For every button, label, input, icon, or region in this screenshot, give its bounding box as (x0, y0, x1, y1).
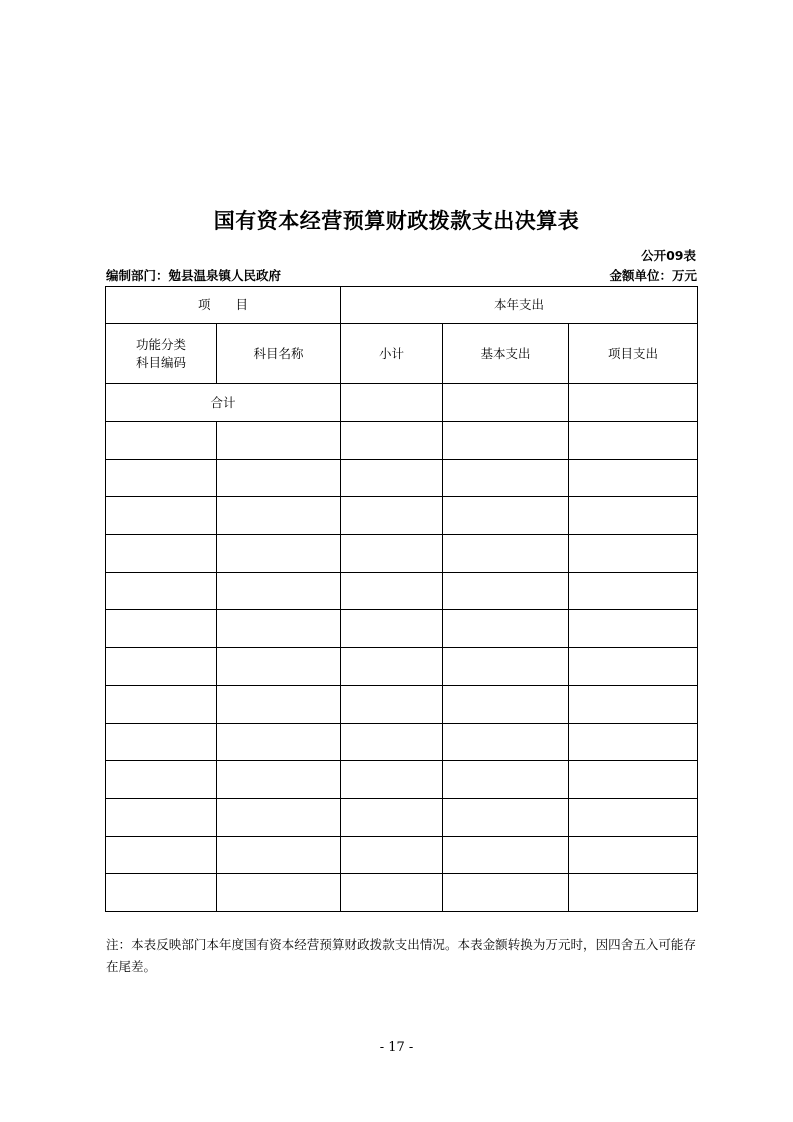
table-cell-basic (443, 761, 569, 799)
table-row (106, 610, 698, 648)
meta-row (106, 266, 697, 284)
table-cell-subtotal (341, 723, 443, 761)
header-subtotal-cell: 小计 (341, 324, 443, 384)
unit-label: 金额单位：万元 (609, 268, 697, 283)
department-label: 编制部门：勉县温泉镇人民政府 (106, 268, 282, 283)
header-subject-name-cell: 科目名称 (217, 324, 341, 384)
table-cell-subtotal (341, 422, 443, 460)
table-cell-basic (443, 798, 569, 836)
table-row (106, 836, 698, 874)
table-cell-project (569, 648, 698, 686)
table-row (106, 648, 698, 686)
table-cell-code (106, 761, 217, 799)
table-cell-subtotal (341, 685, 443, 723)
table-cell-project (569, 535, 698, 573)
table-row (106, 685, 698, 723)
header-function-code-cell (106, 324, 217, 384)
table-cell-project (569, 798, 698, 836)
table-cell-basic (443, 422, 569, 460)
table-cell-subtotal (341, 610, 443, 648)
header-item-cell: 项 目 (106, 287, 341, 324)
total-basic-cell (443, 384, 569, 422)
table-row (106, 459, 698, 497)
form-code: 公开09表 (641, 248, 696, 263)
header-year-expense-cell: 本年支出 (341, 287, 698, 324)
table-cell-name (217, 836, 341, 874)
table-cell-name (217, 798, 341, 836)
table-cell-code (106, 836, 217, 874)
table-cell-name (217, 459, 341, 497)
table-cell-name (217, 685, 341, 723)
budget-table (105, 286, 698, 912)
table-cell-code (106, 459, 217, 497)
table-cell-project (569, 422, 698, 460)
table-cell-code (106, 648, 217, 686)
table-row (106, 798, 698, 836)
table-cell-basic (443, 874, 569, 912)
table-cell-name (217, 610, 341, 648)
table-row (106, 761, 698, 799)
table-cell-project (569, 761, 698, 799)
table-cell-basic (443, 648, 569, 686)
table-row (106, 535, 698, 573)
table-cell-code (106, 685, 217, 723)
table-cell-name (217, 648, 341, 686)
table-cell-code (106, 422, 217, 460)
table-cell-subtotal (341, 459, 443, 497)
table-cell-code (106, 798, 217, 836)
table-cell-name (217, 723, 341, 761)
table-cell-subtotal (341, 648, 443, 686)
table-row (106, 497, 698, 535)
document-title: 国有资本经营预算财政拨款支出决算表 (213, 209, 580, 233)
table-cell-project (569, 836, 698, 874)
table-cell-basic (443, 723, 569, 761)
table-cell-basic (443, 459, 569, 497)
table-cell-subtotal (341, 874, 443, 912)
total-subtotal-cell (341, 384, 443, 422)
table-cell-basic (443, 572, 569, 610)
table-cell-project (569, 497, 698, 535)
table-cell-basic (443, 836, 569, 874)
table-cell-project (569, 874, 698, 912)
table-row (106, 572, 698, 610)
table-cell-project (569, 459, 698, 497)
table-cell-project (569, 685, 698, 723)
table-cell-subtotal (341, 798, 443, 836)
table-cell-subtotal (341, 535, 443, 573)
header-row-2 (106, 324, 698, 384)
table-cell-name (217, 572, 341, 610)
table-cell-code (106, 723, 217, 761)
total-project-cell (569, 384, 698, 422)
table-cell-project (569, 572, 698, 610)
header-row-1 (106, 287, 698, 324)
header-project-expense-cell: 项目支出 (569, 324, 698, 384)
table-cell-code (106, 610, 217, 648)
table-cell-code (106, 874, 217, 912)
table-cell-code (106, 497, 217, 535)
table-cell-basic (443, 535, 569, 573)
table-cell-basic (443, 685, 569, 723)
table-cell-code (106, 535, 217, 573)
table-cell-subtotal (341, 497, 443, 535)
table-cell-subtotal (341, 572, 443, 610)
table-cell-name (217, 497, 341, 535)
table-row (106, 723, 698, 761)
page-number: - 17 - (379, 1040, 414, 1055)
table-cell-project (569, 610, 698, 648)
table-cell-name (217, 761, 341, 799)
table-cell-basic (443, 610, 569, 648)
table-cell-name (217, 874, 341, 912)
table-row (106, 874, 698, 912)
table-cell-name (217, 422, 341, 460)
header-function-code-text: 功能分类 科目编码 (135, 336, 186, 370)
total-row (106, 384, 698, 422)
total-label-cell: 合计 (106, 384, 341, 422)
header-basic-expense-cell: 基本支出 (443, 324, 569, 384)
footnote: 注：本表反映部门本年度国有资本经营预算财政拨款支出情况。本表金额转换为万元时，因四舍五入可能存在尾差。 (106, 937, 696, 974)
table-cell-name (217, 535, 341, 573)
table-cell-basic (443, 497, 569, 535)
table-cell-subtotal (341, 836, 443, 874)
table-cell-project (569, 723, 698, 761)
table-row (106, 422, 698, 460)
table-cell-code (106, 572, 217, 610)
table-cell-subtotal (341, 761, 443, 799)
